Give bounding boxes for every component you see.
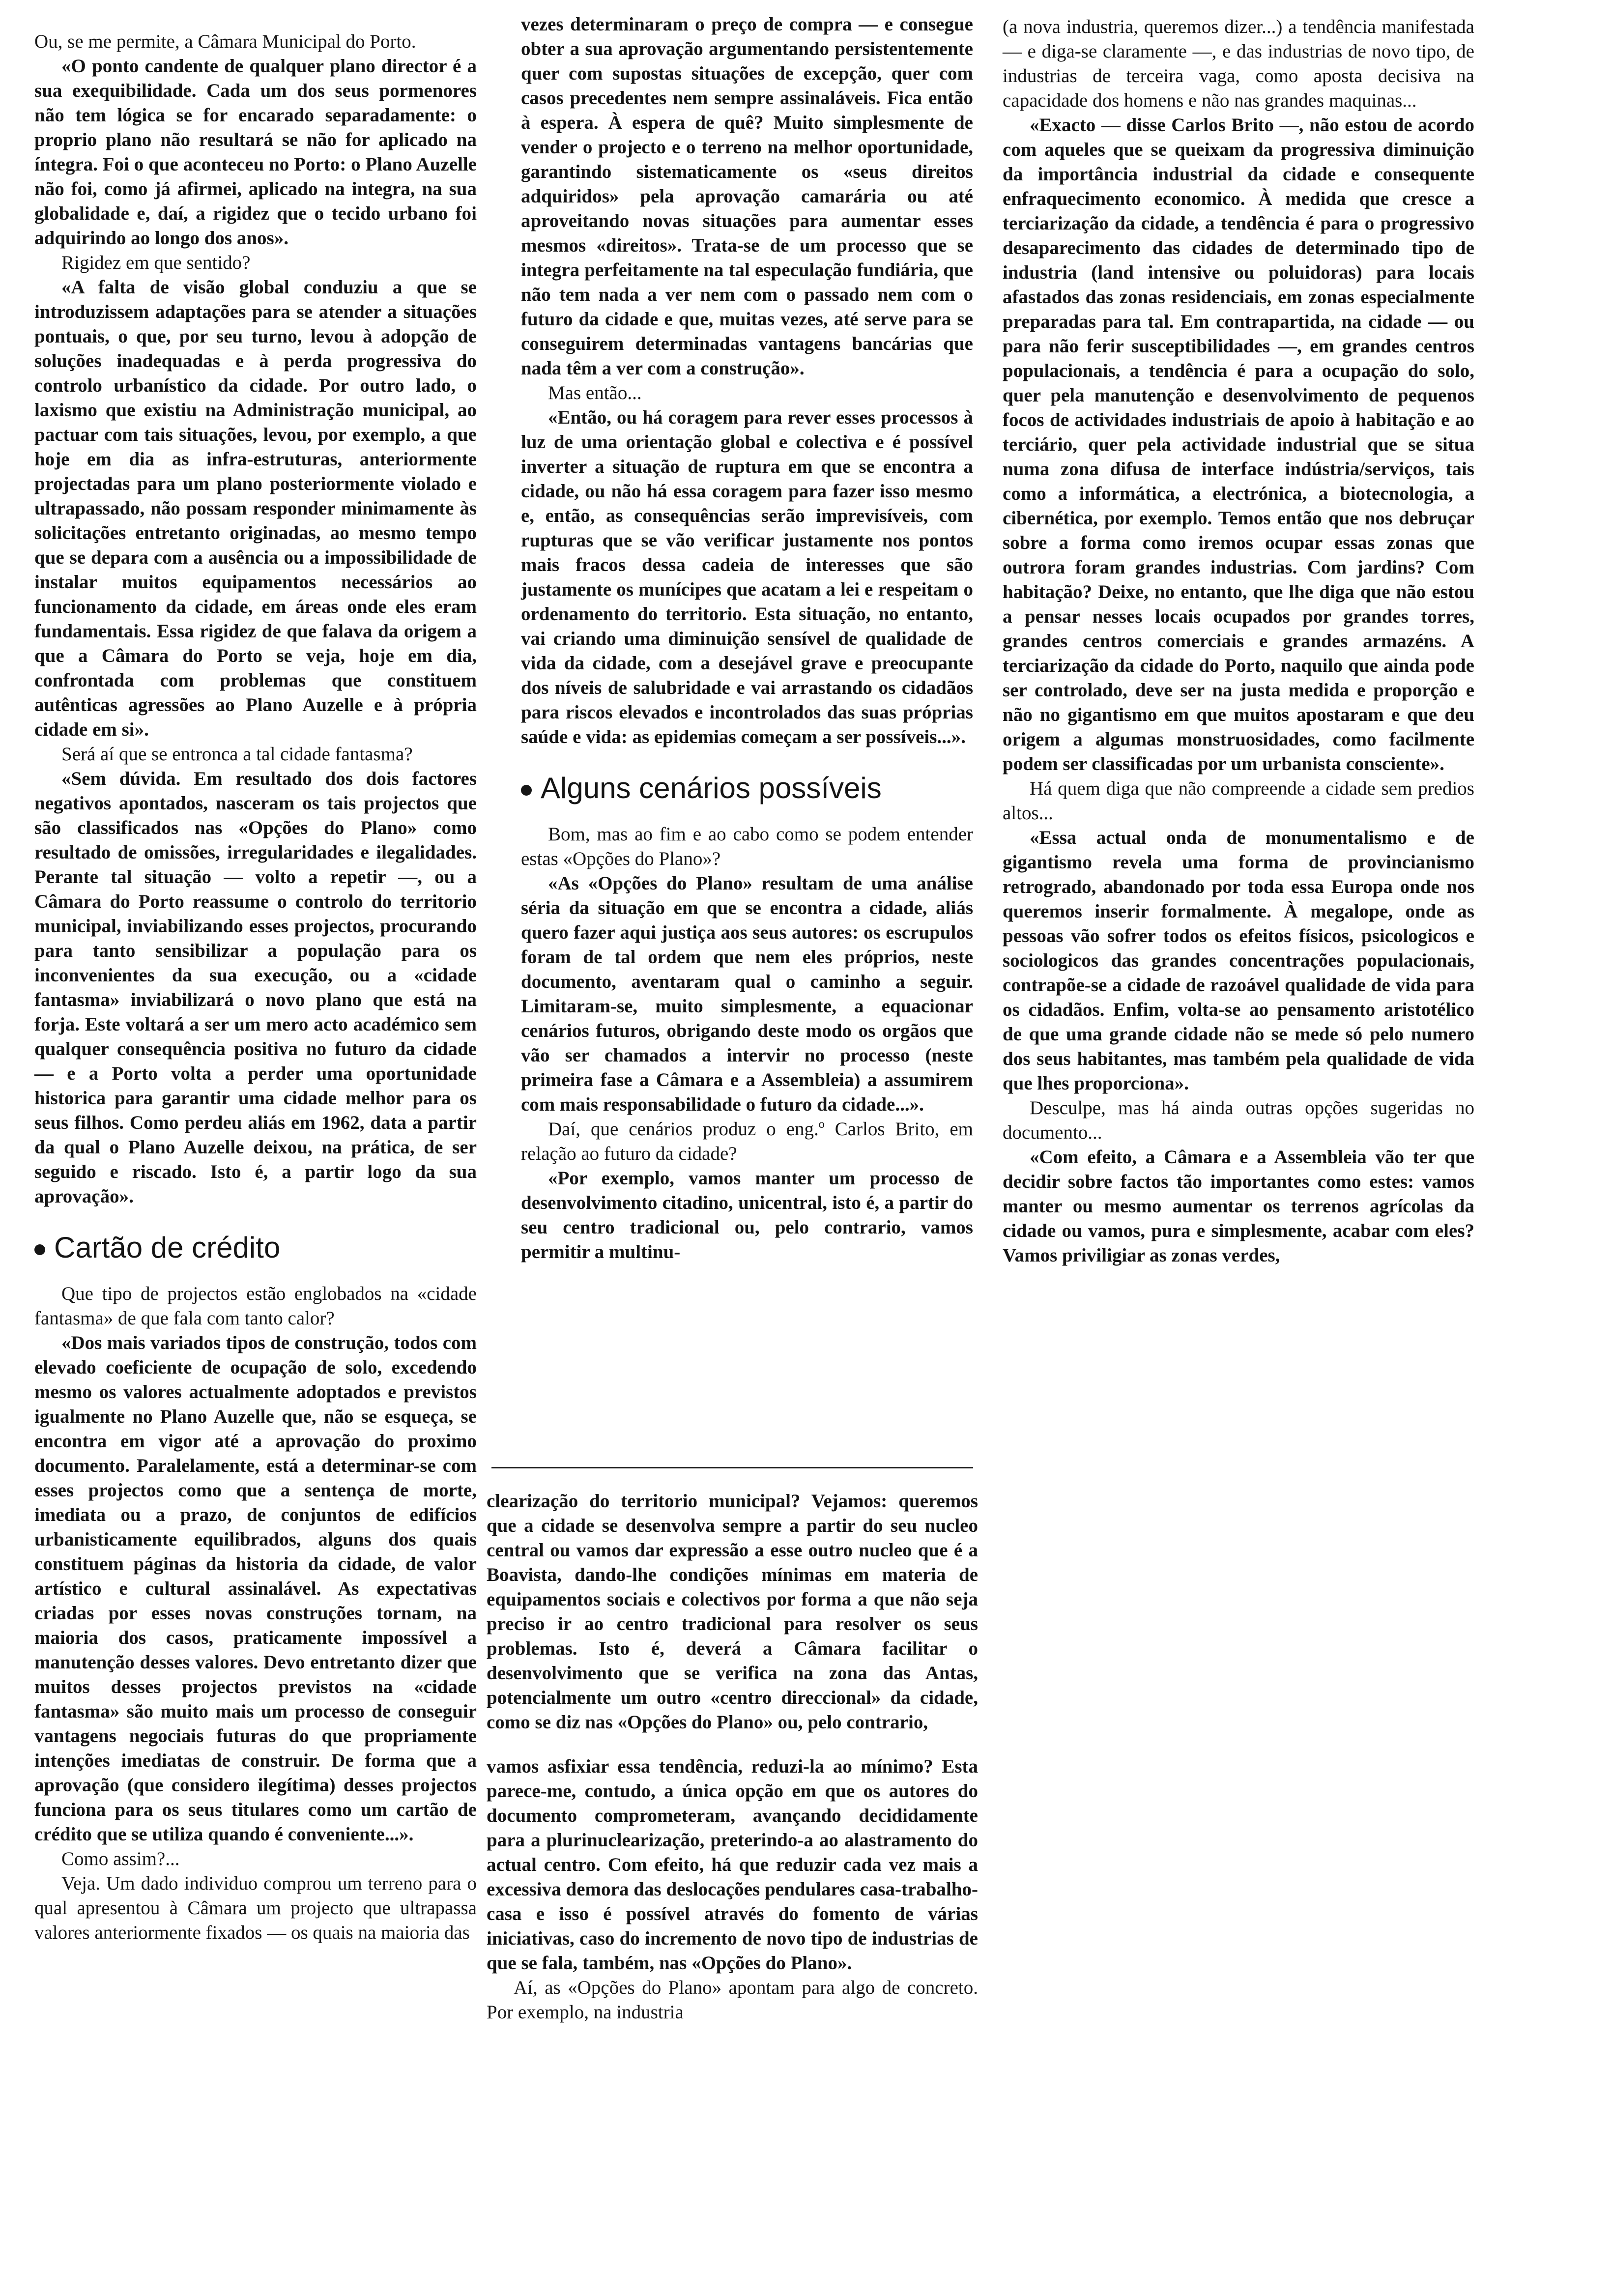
paragraph: «Então, ou há coragem para rever esses processos à luz de uma orientação global e colectiva e é possível inverter a situação de ruptura em que se encontra a cidade, ou não há essa coragem para fazer isso mesmo e, então, as consequências serão imprevisíveis, com rupturas que se vão verificar justamente nos pontos mais fracos dessa cadeia de interesses que são justamente os munícipes que acatam a lei e respeitam o ordenamento do territorio. Esta situação, no entanto, vai criando uma diminuição sensível de qualidade de vida da cidade, com a desejável grave e preocupante dos níveis de salubridade e vai arrastando os cidadãos para riscos elevados e incontrolados das suas próprias saúde e vida: as epidemias começam a ser possíveis...». [521, 407, 973, 747]
subheading-cartao-de-credito: Cartão de crédito [34, 1231, 477, 1265]
paragraph: Bom, mas ao fim e ao cabo como se podem entender estas «Opções do Plano»? [521, 824, 973, 869]
paragraph: Desculpe, mas há ainda outras opções sugeridas no documento... [1003, 1097, 1474, 1143]
paragraph: «O ponto candente de qualquer plano director é a sua exequibilidade. Cada um dos seus pormenores não tem lógica se for encarado separadamente: o proprio plano não resultará se não for aplicado na íntegra. Foi o que aconteceu no Porto: o Plano Auzelle não foi, como já afirmei, aplicado na integra, na sua globalidade e, daí, a rigidez que o tecido urbano foi adquirindo ao longo dos anos». [34, 56, 477, 249]
paragraph: «Dos mais variados tipos de construção, todos com elevado coeficiente de ocupação de solo, excedendo mesmo os valores actualmente adoptados e previstos igualmente no Plano Auzelle que, não se esqueça, se encontra em vigor até a aprovação do proximo documento. Paralelamente, está a determinar-se com esses projectos como que a sentença de morte, imediata ou a prazo, de conjuntos de edifícios urbanisticamente equilibrados, alguns dos quais constituem páginas da historia da cidade, de valor artístico e cultural assinalável. As expectativas criadas por esses novas construções tornam, na maioria dos casos, praticamente impossível a manutenção desses valores. Devo entretanto dizer que muitos desses projectos previstos na «cidade fantasma» são muito mais um processo de conseguir vantagens negociais futuras do que propriamente intenções imediatas de construir. De forma que a aprovação (que considero ilegítima) desses projectos funciona para os seus titulares como um cartão de crédito que se utiliza quando é conveniente...». [34, 1332, 477, 1845]
paragraph: Rigidez em que sentido? [61, 252, 251, 273]
column-2-bottom [487, 1489, 978, 2025]
paragraph: Daí, que cenários produz o eng.º Carlos Brito, em relação ao futuro da cidade? [521, 1119, 973, 1164]
paragraph: Mas então... [548, 382, 642, 403]
paragraph: Como assim?... [61, 1848, 180, 1869]
paragraph: vamos asfixiar essa tendência, reduzi-la ao mínimo? Esta parece-me, contudo, a única opção em que os autores do documento comprometeram, avançando decididamente para a plurinuclearização, preterindo-a ao alastramento do actual centro. Com efeito, há que reduzir cada vez mais a excessiva demora das deslocações pendulares casa-trabalho-casa e isso é possível através do fomento de várias iniciativas, caso do incremento de novo tipo de industrias de que se fala, também, nas «Opções do Plano». [487, 1756, 978, 1974]
paragraph: «Por exemplo, vamos manter um processo de desenvolvimento citadino, unicentral, isto é, a partir do seu centro tradicional ou, pelo contrario, vamos permitir a multinu- [521, 1168, 973, 1263]
bullet-icon [34, 1244, 45, 1255]
subheading-alguns-cenarios: Alguns cenários possíveis [521, 771, 973, 805]
paragraph: «A falta de visão global conduziu a que se introduzissem adaptações para se atender a situações pontuais, o que, por seu turno, levou à adopção de soluções inadequadas e à perda progressiva do controlo urbanístico da cidade. Por outro lado, o laxismo que existiu na Administração municipal, ao pactuar com tais situações, levou, por exemplo, a que hoje em dia as infra-estruturas, anteriormente projectadas para um plano posteriormente violado e ultrapassado, não possam responder minimamente às solicitações entretanto originadas, ao mesmo tempo que se depara com a ausência ou a impossibilidade de instalar muitos equipamentos necessários ao funcionamento da cidade, em áreas onde eles eram fundamentais. Essa rigidez de que falava da origem a que a Câmara do Porto se veja, hoje em dia, confrontada com problemas que constituem autênticas agressões ao Plano Auzelle e à própria cidade em si». [34, 277, 477, 740]
paragraph: Veja. Um dado individuo comprou um terreno para o qual apresentou à Câmara um projecto que ultrapassa valores anteriormente fixados — os quais na maioria das [34, 1873, 477, 1943]
paragraph: Aí, as «Opções do Plano» apontam para algo de concreto. Por exemplo, na industria [487, 1977, 978, 2023]
paragraph: «As «Opções do Plano» resultam de uma análise séria da situação em que se encontra a cidade, aliás quero fazer aqui justiça aos seus autores: os escrupulos foram de tal ordem que nem eles próprios, neste documento, aventaram qual o caminho a seguir. Limitaram-se, muito simplesmente, a equacionar cenários futuros, obrigando deste modo os orgãos que vão ser chamados a intervir no processo (neste primeira fase a Câmara e a Assembleia) a assumirem com mais responsabilidade o futuro da cidade...». [521, 873, 973, 1115]
column-3 [1003, 15, 1474, 1268]
paragraph: Que tipo de projectos estão englobados na «cidade fantasma» de que fala com tanto calor? [34, 1283, 477, 1329]
paragraph: clearização do territorio municipal? Vejamos: queremos que a cidade se desenvolva sempre a partir do seu nucleo central ou vamos dar expressão a esse outro nucleo que é a Boavista, dando-lhe condições mínimas em materia de equipamentos sociais e colectivos por forma a que não seja preciso ir ao centro tradicional para resolver os seus problemas. Isto é, deverá a Câmara facilitar o desenvolvimento que se verifica na zona das Antas, potencialmente um outro «centro direccional» da cidade, como se diz nas «Opções do Plano» ou, pelo contrario, [487, 1491, 978, 1733]
paragraph: Ou, se me permite, a Câmara Municipal do Porto. [34, 31, 416, 52]
paragraph: «Sem dúvida. Em resultado dos dois factores negativos apontados, nasceram os tais projectos que são classificados nas «Opções do Plano» como resultado de omissões, irregularidades e ilegalidades. Perante tal situação — volto a repetir —, ou a Câmara do Porto reassume o controlo do territorio municipal, inviabilizando esses projectos, procurando para tanto sensibilizar a população para os inconvenientes da sua execução, ou a «cidade fantasma» inviabilizará o novo plano que está na forja. Este voltará a ser um mero acto académico sem qualquer consequência positiva no futuro da cidade — e a Porto volta a perder uma oportunidade historica para garantir uma cidade melhor para os seus filhos. Como perdeu aliás em 1962, data a partir da qual o Plano Auzelle deixou, na prática, de ser seguido e riscado. Isto é, a partir logo da sua aprovação». [34, 768, 477, 1207]
paragraph: «Exacto — disse Carlos Brito —, não estou de acordo com aqueles que se queixam da progressiva diminuição da importância industrial da cidade e consequente enfraquecimento economico. À medida que cresce a terciarização da cidade, a tendência é para o progressivo desaparecimento das cidades de determinado tipo de industria (land intensive ou poluidoras) para locais afastados das zonas residenciais, em zonas especialmente preparadas para tal. Em contrapartida, na cidade — ou para não ferir susceptibilidades —, em grandes centros populacionais, a tendência é para a ocupação do solo, quer pela manutenção e desenvolvimento de pequenos focos de actividades industriais de apoio à habitação e ao terciário, quer pela actividade industrial que se situa numa zona difusa de interface indústria/serviços, tais como a informática, a electrónica, a biotecnologia, a cibernética, por exemplo. Temos então que nos debruçar sobre a forma como iremos ocupar essas zonas que outrora foram grandes industrias. Com jardins? Com habitação? Deixe, no entanto, que lhe diga que não estou a pensar nesses locais ocupados por grandes torres, grandes centros comerciais e grandes armazéns. A terciarização da cidade do Porto, naquilo que ainda pode ser controlado, deve ser na justa medida e proporção e não no gigantismo em que muitos apostaram e que deu origem a algumas monstruosidades, como facilmente podem ser classificadas por um urbanista consciente». [1003, 115, 1474, 775]
bullet-icon [521, 785, 532, 796]
paragraph: «Com efeito, a Câmara e a Assembleia vão ter que decidir sobre factos tão importantes como estes: vamos manter ou mesmo aumentar os terrenos agrícolas da cidade ou vamos, pura e simplesmente, acabar com eles? Vamos priviligiar as zonas verdes, [1003, 1147, 1474, 1266]
paragraph: vezes determinaram o preço de compra — e consegue obter a sua aprovação argumentando persistentemente quer com supostas situações de excepção, quer com casos precedentes nem sempre assinaláveis. Fica então à espera. À espera de quê? Muito simplesmente de vender o projecto e o terreno na melhor oportunidade, garantindo sistematicamente os «seus direitos adquiridos» pela aprovação camarária ou até aproveitando novas situações para aumentar esses mesmos «direitos». Trata-se de um processo que se integra perfeitamente na tal especulação fundiária, que não tem nada a ver nem com o passado nem com o futuro da cidade e que, muitas vezes, até serve para se conseguirem determinadas vantagens bancárias que nada têm a ver com a construção». [521, 14, 973, 379]
paragraph: (a nova industria, queremos dizer...) a tendência manifestada — e diga-se claramente —, e das industrias de novo tipo, de industrias de terceira vaga, como aposta decisiva na capacidade dos homens e não nas grandes maquinas... [1003, 16, 1474, 111]
paragraph: Será aí que se entronca a tal cidade fantasma? [61, 744, 413, 765]
paragraph: «Essa actual onda de monumentalismo e de gigantismo revela uma forma de provincianismo retrogrado, abandonado por toda essa Europa onde nos queremos inserir formalmente. À megalope, onde as pessoas vão sofrer todos os efeitos físicos, psicologicos e sociologicos das grandes concentrações populacionais, contrapõe-se a cidade de razoável qualidade de vida para os cidadãos. Enfim, volta-se ao pensamento aristotélico de que uma grande cidade não se mede só pelo numero dos seus habitantes, mas também pela qualidade de vida que lhes proporciona». [1003, 827, 1474, 1094]
column-divider [491, 1467, 973, 1468]
column-2-top [521, 12, 973, 1264]
column-1 [34, 29, 477, 1945]
paragraph: Há quem diga que não compreende a cidade sem predios altos... [1003, 778, 1474, 824]
